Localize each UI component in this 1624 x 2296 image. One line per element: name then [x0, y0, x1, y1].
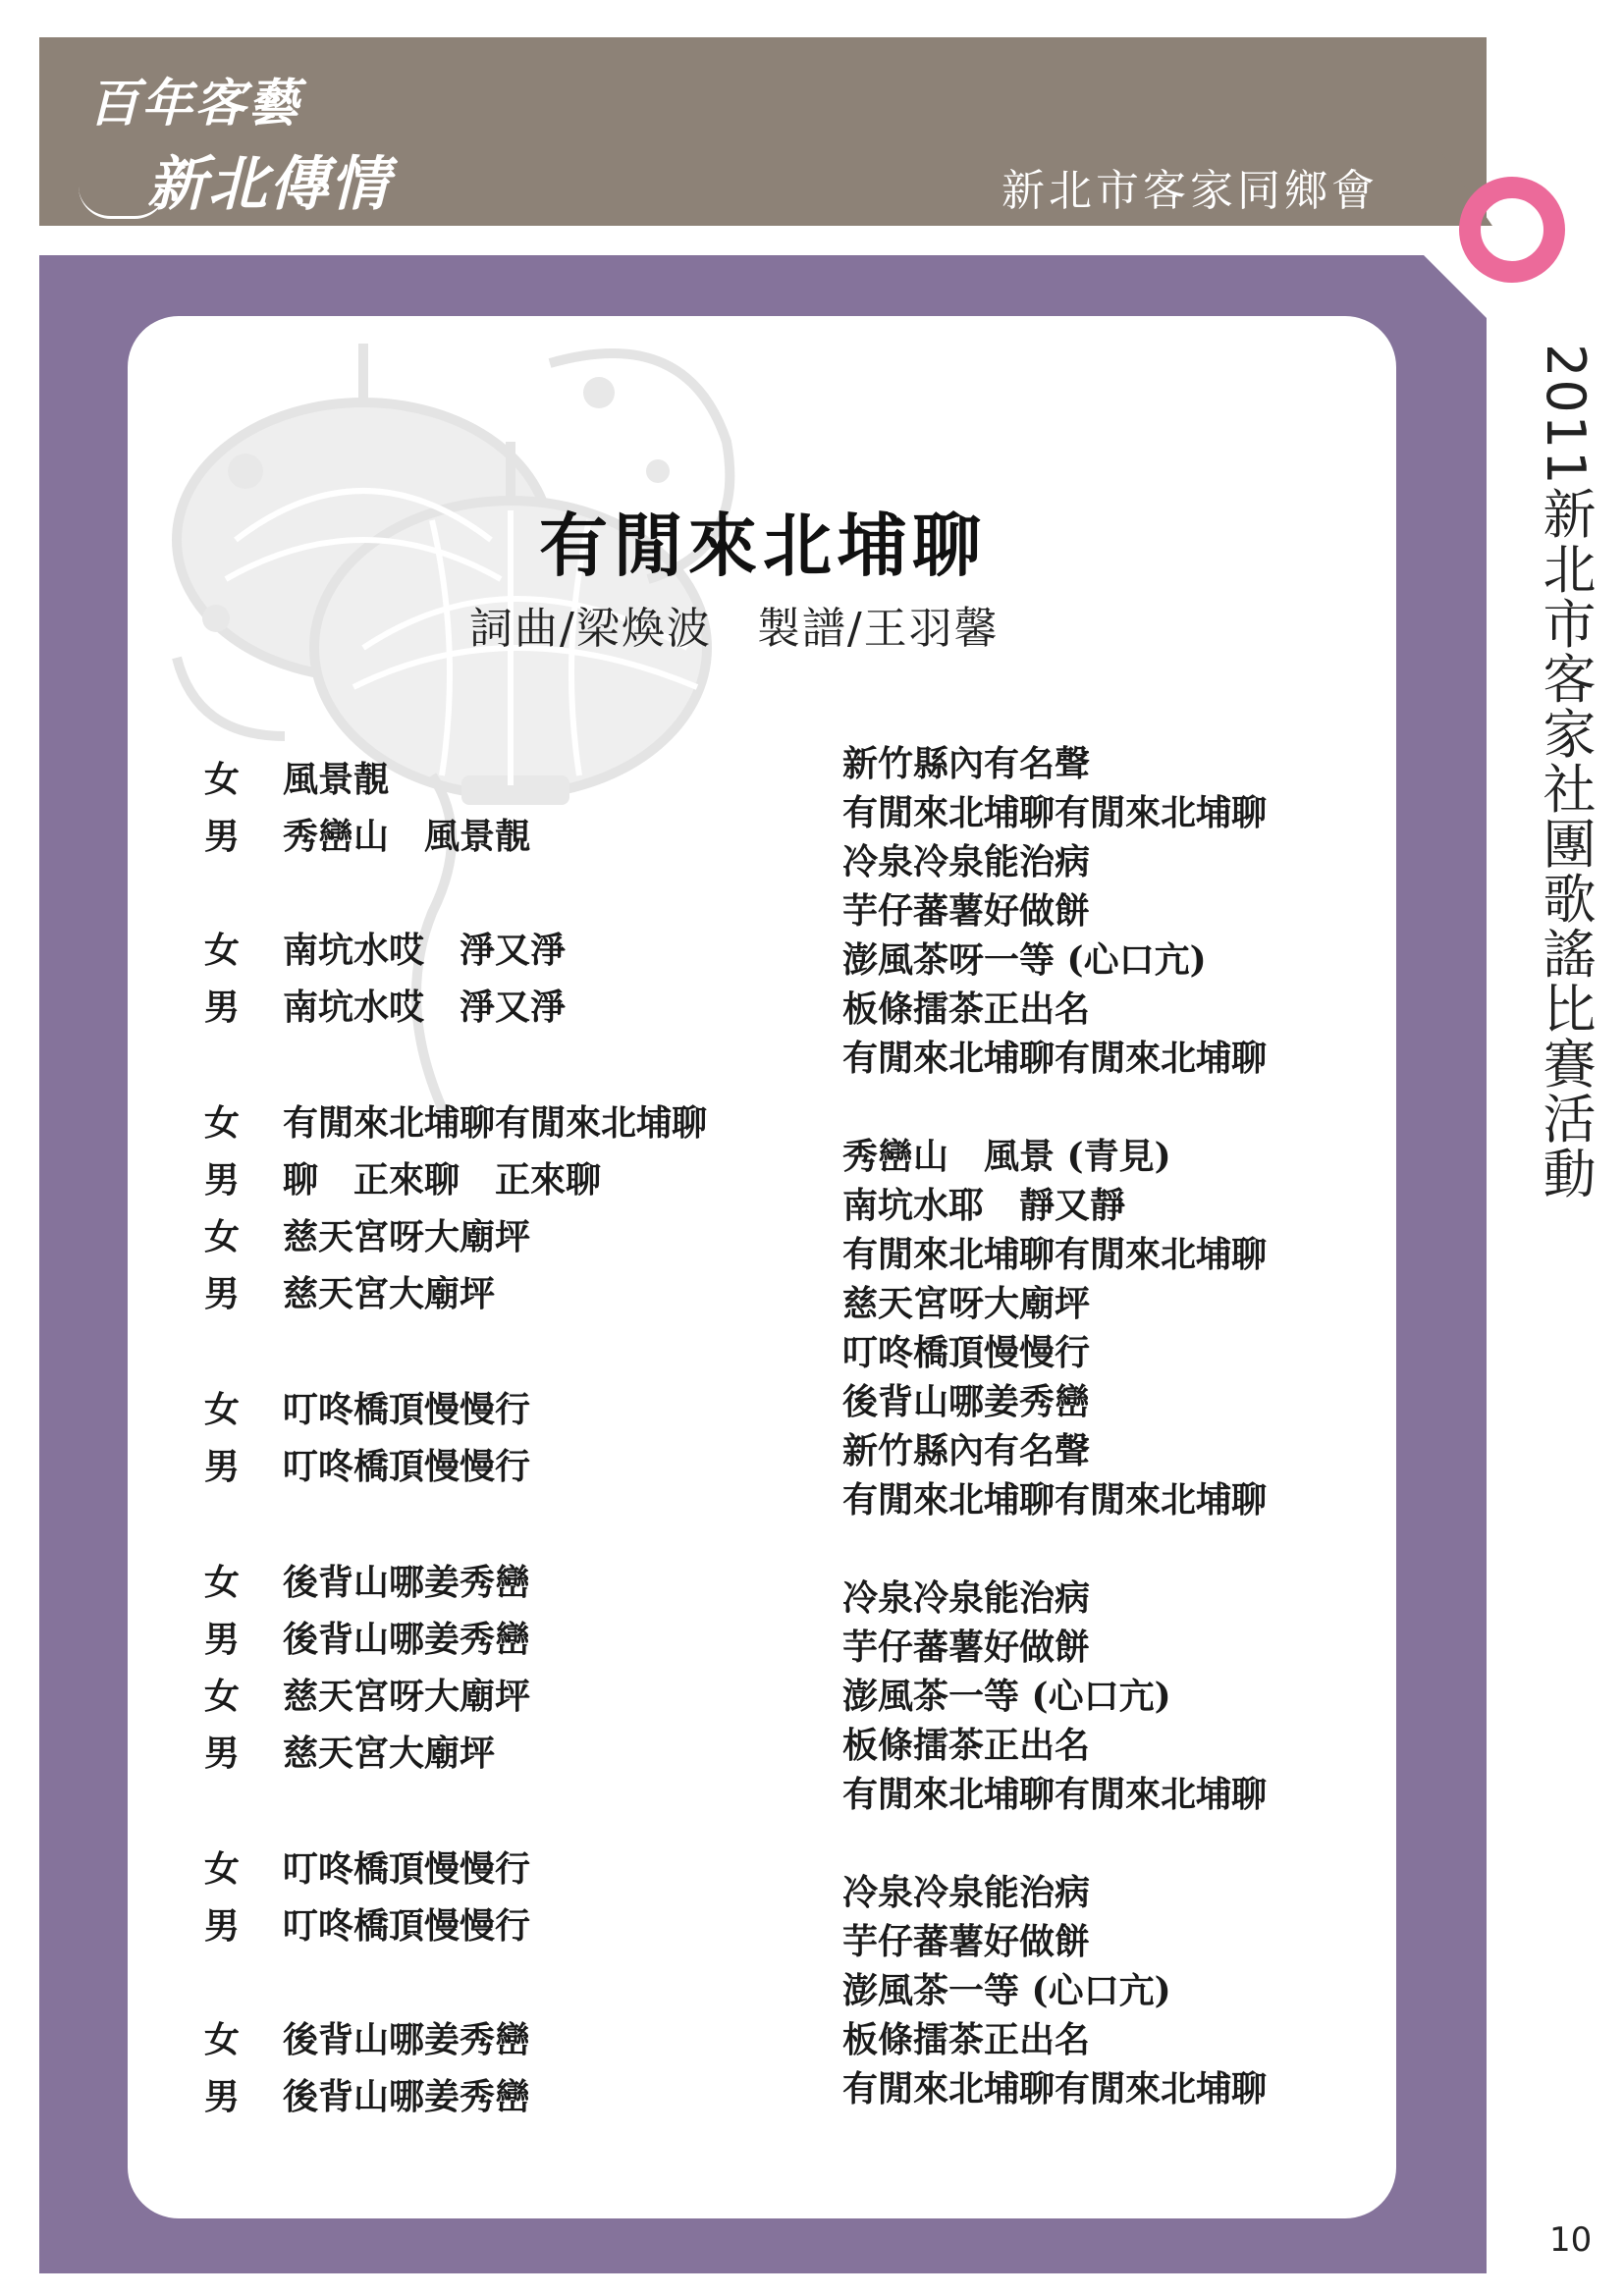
left-lyric-line [204, 1273, 496, 1314]
right-lyric-line: 澎風茶一等 (心口亢) [842, 1970, 1171, 2011]
right-lyric-line: 南坑水耶 靜又靜 [842, 1185, 1126, 1226]
speaker-label: 男 [204, 1733, 241, 1774]
pink-ring-icon [1459, 177, 1565, 283]
right-lyric-line: 澎風茶一等 (心口亢) [842, 1676, 1171, 1717]
right-lyric-line: 叮咚橋頂慢慢行 [842, 1332, 1091, 1373]
logo [79, 54, 432, 219]
right-lyric-line: 有閒來北埔聊有閒來北埔聊 [842, 1234, 1268, 1275]
speaker-label: 男 [204, 1273, 241, 1314]
right-lyric-line: 秀巒山 風景 (青見) [842, 1136, 1171, 1177]
left-lyric-line [204, 2019, 531, 2060]
lyric-text: 後背山哪姜秀巒 [283, 1562, 531, 1603]
lyric-text: 聊 正來聊 正來聊 [283, 1159, 602, 1201]
right-lyric-line: 板條擂茶正出名 [842, 1725, 1091, 1766]
left-lyric-line [204, 1159, 602, 1201]
song-credits: 詞曲/梁煥波 製譜/王羽馨 [469, 604, 1000, 654]
speaker-label: 男 [204, 1159, 241, 1201]
lyric-text: 慈天宮大廟坪 [283, 1273, 496, 1314]
right-lyric-line: 後背山哪姜秀巒 [842, 1381, 1091, 1422]
speaker-label: 女 [204, 1389, 241, 1430]
right-lyric-line: 有閒來北埔聊有閒來北埔聊 [842, 1774, 1268, 1815]
left-lyric-line [204, 1676, 531, 1717]
logo-line-2: 新北傳情 [147, 150, 391, 219]
speaker-label: 女 [204, 930, 241, 971]
lyric-text: 南坑水哎 淨又淨 [283, 930, 567, 971]
right-lyric-line: 板條擂茶正出名 [842, 2019, 1091, 2060]
lyric-text: 後背山哪姜秀巒 [283, 2019, 531, 2060]
left-lyric-line [204, 1905, 531, 1947]
lyric-text: 慈天宮呀大廟坪 [283, 1676, 531, 1717]
lyric-text: 南坑水哎 淨又淨 [283, 987, 567, 1028]
right-lyric-line: 板條擂茶正出名 [842, 988, 1091, 1030]
speaker-label: 男 [204, 1619, 241, 1660]
left-lyric-line [204, 759, 390, 800]
right-lyric-line: 有閒來北埔聊有閒來北埔聊 [842, 1479, 1268, 1521]
organization-name: 新北市客家同鄉會 [1001, 166, 1379, 216]
lyric-text: 叮咚橋頂慢慢行 [283, 1446, 531, 1487]
speaker-label: 男 [204, 1905, 241, 1947]
lyric-text: 叮咚橋頂慢慢行 [283, 1389, 531, 1430]
left-lyric-line [204, 1389, 531, 1430]
left-lyric-line [204, 987, 567, 1028]
right-lyric-line: 芋仔蕃薯好做餅 [842, 1921, 1091, 1962]
speaker-label: 女 [204, 2019, 241, 2060]
left-lyric-line [204, 1102, 708, 1144]
left-lyric-line [204, 2076, 531, 2117]
left-lyric-line [204, 1562, 531, 1603]
right-lyric-line: 芋仔蕃薯好做餅 [842, 1627, 1091, 1668]
right-lyric-line: 澎風茶呀一等 (心口亢) [842, 939, 1207, 981]
right-lyric-line: 有閒來北埔聊有閒來北埔聊 [842, 1038, 1268, 1079]
left-lyric-line [204, 816, 531, 857]
speaker-label: 女 [204, 759, 241, 800]
lyric-text: 風景靚 [283, 759, 390, 800]
right-lyric-line: 新竹縣內有名聲 [842, 743, 1091, 784]
logo-line-1: 百年客藝 [88, 74, 301, 133]
right-lyric-line: 有閒來北埔聊有閒來北埔聊 [842, 2068, 1268, 2109]
page-number: 10 [1549, 2220, 1593, 2260]
lyric-text: 後背山哪姜秀巒 [283, 1619, 531, 1660]
right-lyric-line: 有閒來北埔聊有閒來北埔聊 [842, 792, 1268, 833]
lyric-text: 秀巒山 風景靚 [283, 816, 531, 857]
lyric-text: 後背山哪姜秀巒 [283, 2076, 531, 2117]
speaker-label: 女 [204, 1216, 241, 1257]
right-lyric-line: 慈天宮呀大廟坪 [842, 1283, 1091, 1324]
left-lyric-line [204, 1446, 531, 1487]
speaker-label: 男 [204, 2076, 241, 2117]
speaker-label: 男 [204, 987, 241, 1028]
left-lyric-line [204, 1848, 531, 1890]
right-lyric-line: 冷泉冷泉能治病 [842, 1577, 1091, 1619]
side-title: 2011新北市客家社團歌謠比賽活動 [1535, 344, 1597, 1201]
right-lyric-line: 新竹縣內有名聲 [842, 1430, 1091, 1471]
lyric-text: 慈天宮大廟坪 [283, 1733, 496, 1774]
speaker-label: 男 [204, 1446, 241, 1487]
left-lyric-line [204, 1216, 531, 1257]
song-title-text: 有閒來北埔聊 [539, 505, 987, 586]
right-lyric-line: 芋仔蕃薯好做餅 [842, 890, 1091, 932]
right-lyric-line: 冷泉冷泉能治病 [842, 841, 1091, 882]
left-lyric-line [204, 930, 567, 971]
speaker-label: 女 [204, 1676, 241, 1717]
lyric-text: 叮咚橋頂慢慢行 [283, 1848, 531, 1890]
speaker-label: 女 [204, 1562, 241, 1603]
left-lyric-line [204, 1733, 496, 1774]
lyric-text: 叮咚橋頂慢慢行 [283, 1905, 531, 1947]
right-lyric-line: 冷泉冷泉能治病 [842, 1872, 1091, 1913]
speaker-label: 女 [204, 1848, 241, 1890]
speaker-label: 女 [204, 1102, 241, 1144]
speaker-label: 男 [204, 816, 241, 857]
left-lyric-line [204, 1619, 531, 1660]
lyric-text: 有閒來北埔聊有閒來北埔聊 [283, 1102, 708, 1144]
lyric-text: 慈天宮呀大廟坪 [283, 1216, 531, 1257]
song-title [0, 491, 1624, 590]
